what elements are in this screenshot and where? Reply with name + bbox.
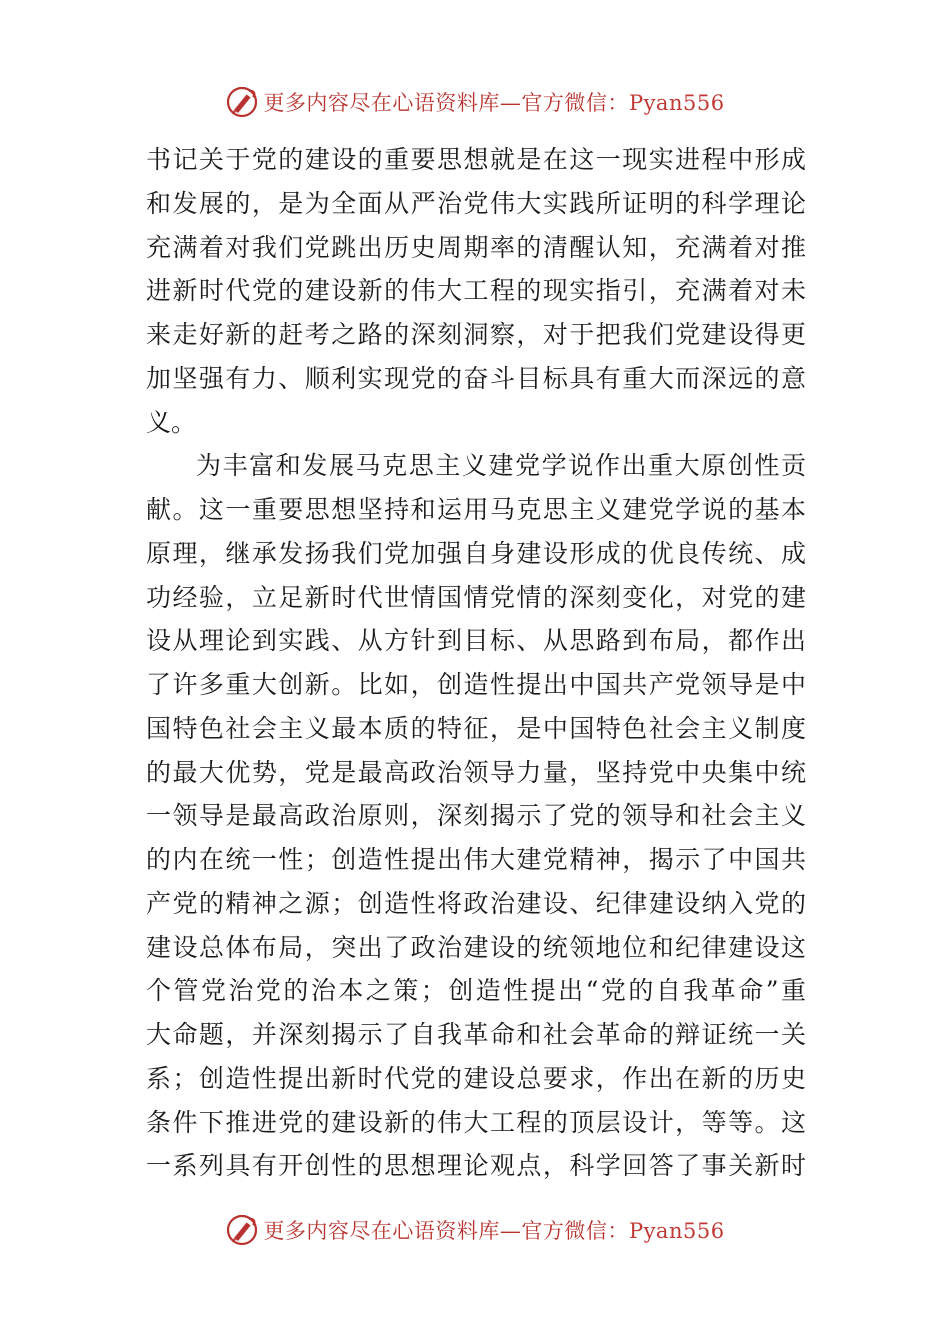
text-line: 建设总体布局，突出了政治建设的统领地位和纪律建设这 [146, 932, 806, 962]
footer-banner-text: 更多内容尽在心语资料库—官方微信：Pyan556 [263, 1219, 725, 1243]
text-line: 进新时代党的建设新的伟大工程的现实指引，充满着对未 [146, 276, 806, 306]
footer-wechat-id: Pyan556 [628, 1219, 725, 1243]
text-line: 和发展的，是为全面从严治党伟大实践所证明的科学理论 [146, 188, 806, 218]
pen-nib-logo-icon [225, 85, 259, 119]
text-line: 产党的精神之源；创造性将政治建设、纪律建设纳入党的 [146, 888, 806, 918]
paragraph-2 [146, 444, 806, 1188]
text-line: 的最大优势，党是最高政治领导力量，坚持党中央集中统 [146, 757, 806, 787]
text-line: 为丰富和发展马克思主义建党学说作出重大原创性贡 [196, 451, 806, 481]
text-line: 大命题，并深刻揭示了自我革命和社会革命的辩证统一关 [146, 1020, 806, 1049]
text-line: 献。这一重要思想坚持和运用马克思主义建党学说的基本 [146, 495, 806, 524]
header-banner [0, 82, 950, 122]
text-line: 一系列具有开创性的思想理论观点，科学回答了事关新时 [146, 1151, 806, 1181]
text-line: 义。 [146, 407, 197, 437]
text-line: 个管党治党的治本之策；创造性提出“党的自我革命”重 [146, 976, 806, 1006]
document-body [146, 138, 806, 1188]
text-line: 的内在统一性；创造性提出伟大建党精神，揭示了中国共 [146, 845, 806, 874]
text-line: 国特色社会主义最本质的特征，是中国特色社会主义制度 [146, 713, 806, 743]
text-line: 充满着对我们党跳出历史周期率的清醒认知，充满着对推 [146, 232, 806, 262]
paragraph-1 [146, 138, 806, 444]
text-line: 功经验，立足新时代世情国情党情的深刻变化，对党的建 [146, 582, 806, 612]
text-line: 加坚强有力、顺利实现党的奋斗目标具有重大而深远的意 [146, 363, 806, 393]
text-line: 了许多重大创新。比如，创造性提出中国共产党领导是中 [146, 670, 806, 699]
text-line: 系；创造性提出新时代党的建设总要求，作出在新的历史 [146, 1063, 806, 1093]
text-line: 设从理论到实践、从方针到目标、从思路到布局，都作出 [146, 626, 806, 656]
text-line: 一领导是最高政治原则，深刻揭示了党的领导和社会主义 [146, 801, 806, 831]
text-line: 书记关于党的建设的重要思想就是在这一现实进程中形成 [146, 145, 806, 174]
text-line: 来走好新的赶考之路的深刻洞察，对于把我们党建设得更 [146, 320, 806, 349]
footer-banner [0, 1210, 950, 1250]
text-line: 原理，继承发扬我们党加强自身建设形成的优良传统、成 [146, 538, 806, 568]
text-line: 条件下推进党的建设新的伟大工程的顶层设计，等等。这 [146, 1107, 806, 1137]
header-wechat-id: Pyan556 [628, 91, 725, 115]
header-banner-text: 更多内容尽在心语资料库—官方微信：Pyan556 [263, 91, 725, 115]
pen-nib-logo-icon [225, 1213, 259, 1247]
